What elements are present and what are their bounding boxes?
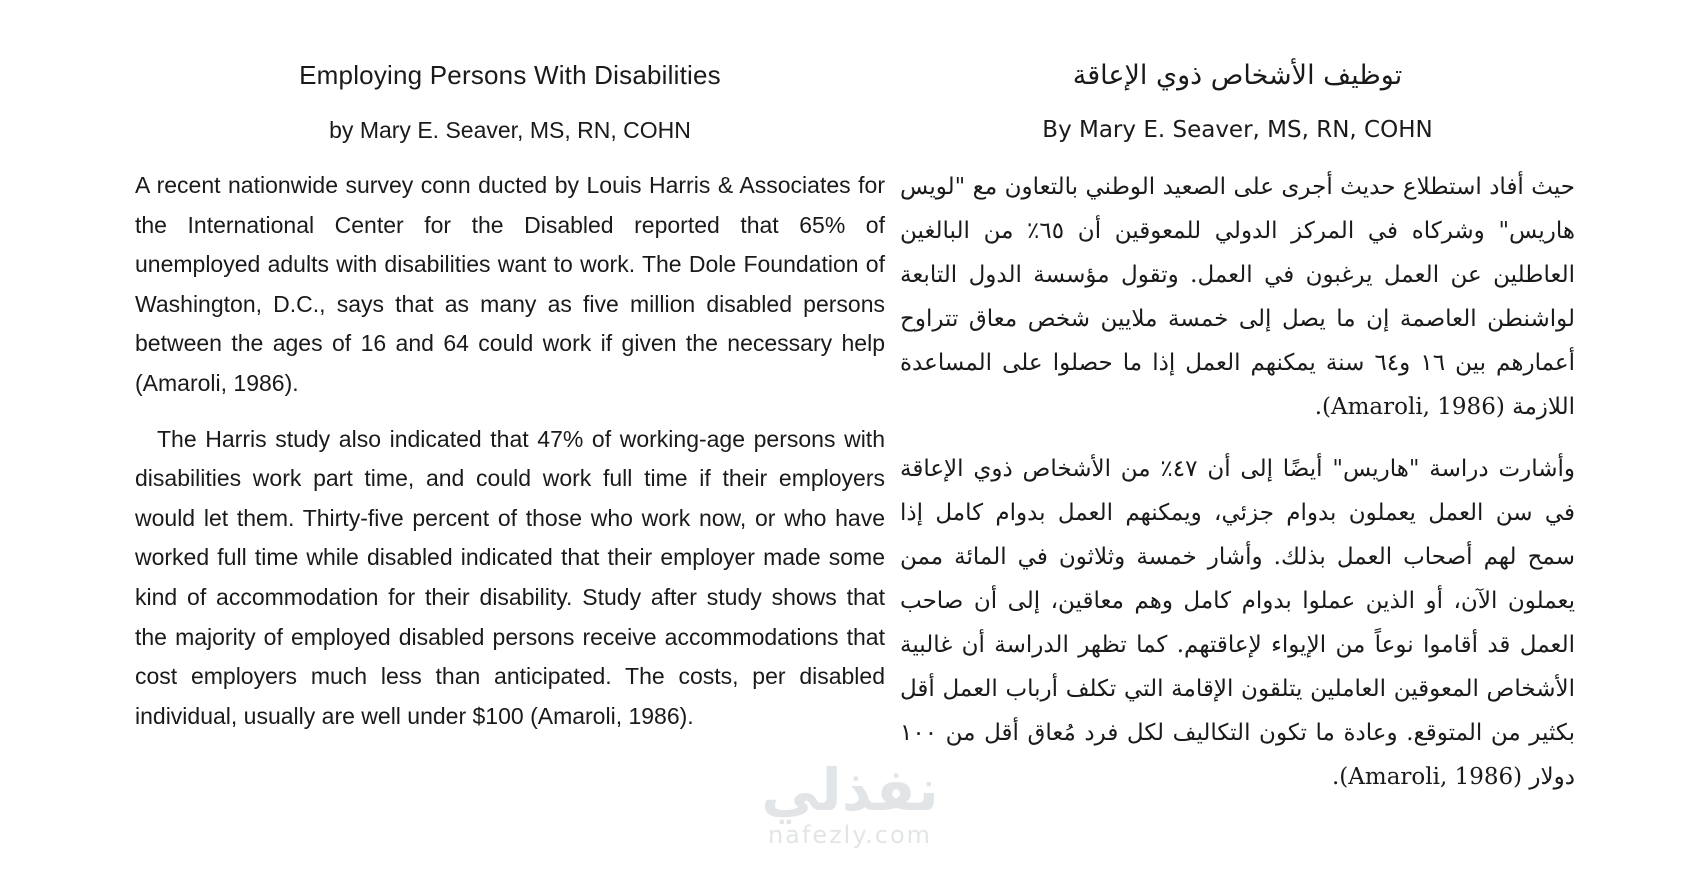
arabic-paragraph-2: وأشارت دراسة "هاريس" أيضًا إلى أن ٤٧٪ من الأشخاص ذوي الإعاقة في سن العمل يعملون بدوام جزئي، ويمكنهم العمل بدوام كامل إذا سمح لهم أصحاب العمل بذلك. وأشار خمسة وثلاثون في المائة ممن يعملون الآن، أو الذين عملوا بدوام كامل وهم معاقين، إلى أن صاحب العمل قد أقاموا نوعاً من الإيواء لإعاقتهم. كما تظهر الدراسة أن غالبية الأشخاص المعوقين العاملين يتلقون الإقامة التي تكلف أرباب العمل أقل بكثير من المتوقع. وعادة ما تكون التكاليف لكل فرد مُعاق أقل من ١٠٠ دولار (Amaroli, 1986). [900,456,1575,790]
english-byline: by Mary E. Seaver, MS, RN, COHN [329,117,691,143]
watermark-domain: nafezly.com [767,821,933,849]
english-paragraph-2: The Harris study also indicated that 47% of working-age persons with disabilities work part time, and could work full time if their employers would let them. Thirty-five percent of those who work now, or who have worked full time while disabled indicated that their employer made some kind of accommodation for their disability. Study after study shows that the majority of employed disabled persons receive accommodations that cost employers much less than anticipated. The costs, per disabled individual, usually are well under $100 (Amaroli, 1986). [135,425,885,729]
english-paragraph-1: A recent nationwide survey conn ducted by Louis Harris & Associates for the International Center for the Disabled reported that 65% of unemployed adults with disabilities want to work. The Dole Foundation of Washington, D.C., says that as many as five million disabled persons between the ages of 16 and 64 could work if given the necessary help (Amaroli, 1986). [135,172,885,396]
arabic-title: توظيف الأشخاص ذوي الإعاقة [1072,60,1403,91]
arabic-column [900,60,1575,817]
english-column [135,60,885,752]
watermark-logo: نفذلي [761,756,939,824]
english-title: Employing Persons With Disabilities [299,60,721,90]
arabic-paragraph-1: حيث أفاد استطلاع حديث أجرى على الصعيد الوطني بالتعاون مع "لويس هاريس" وشركاه في المركز الدولي للمعوقين أن ٦٥٪ من البالغين العاطلين عن العمل يرغبون في العمل. وتقول مؤسسة الدول التابعة لواشنطن العاصمة إن ما يصل إلى خمسة ملايين شخص معاق تتراوح أعمارهم بين ١٦ و٦٤ سنة يمكنهم العمل إذا ما حصلوا على المساعدة اللازمة (Amaroli, 1986). [900,174,1575,420]
arabic-byline: By Mary E. Seaver, MS, RN, COHN [1042,117,1433,143]
